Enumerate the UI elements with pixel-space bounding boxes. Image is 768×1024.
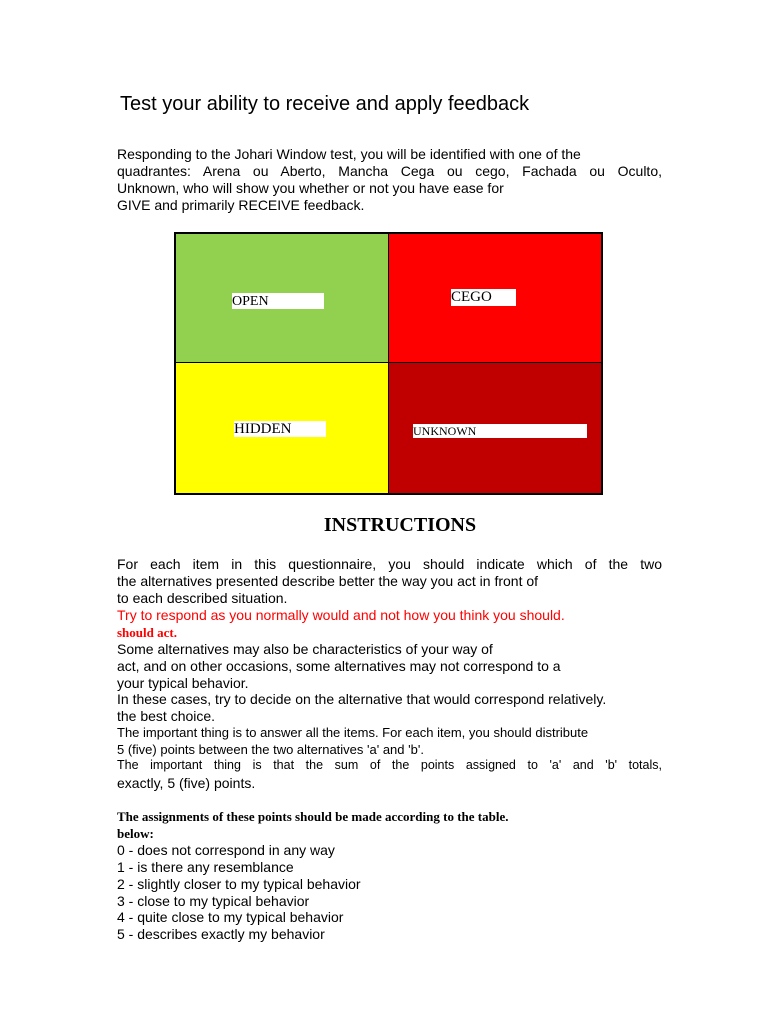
instruction-line: In these cases, try to decide on the alternative that would correspond relatively. <box>117 691 607 707</box>
table-intro-line: The assignments of these points should be made according to the table. <box>117 809 509 824</box>
quadrant-cego-label: CEGO <box>451 289 516 306</box>
intro-line: quadrantes: Arena ou Aberto, Mancha Cega ou cego, Fachada ou Oculto, <box>117 163 662 179</box>
quadrant-hidden <box>176 363 389 493</box>
quadrant-cego <box>389 234 601 363</box>
scale-item: 4 - quite close to my typical behavior <box>117 909 344 925</box>
instructions-heading: INSTRUCTIONS <box>323 514 477 536</box>
scale-item: 1 - is there any resemblance <box>117 859 294 875</box>
intro-line: GIVE and primarily RECEIVE feedback. <box>117 197 365 213</box>
scale-item: 0 - does not correspond in any way <box>117 842 335 858</box>
quadrant-hidden-label: HIDDEN <box>234 421 326 437</box>
instruction-line: the alternatives presented describe better the way you act in front of <box>117 573 539 589</box>
intro-line: Unknown, who will show you whether or not you have ease for <box>117 180 504 196</box>
instruction-line: Some alternatives may also be characteristics of your way of <box>117 641 493 657</box>
scale-item: 3 - close to my typical behavior <box>117 893 310 909</box>
quadrant-unknown-label: UNKNOWN <box>413 424 587 438</box>
page-title: Test your ability to receive and apply feedback <box>120 93 530 115</box>
instruction-line: to each described situation. <box>117 590 288 606</box>
instruction-line: The important thing is that the sum of the points assigned to 'a' and 'b' totals, <box>117 758 662 772</box>
instruction-line: The important thing is to answer all the items. For each item, you should distribute <box>117 725 589 740</box>
instruction-line: act, and on other occasions, some alternatives may not correspond to a <box>117 658 561 674</box>
scale-item: 2 - slightly closer to my typical behavior <box>117 876 361 892</box>
instruction-line: exactly, 5 (five) points. <box>117 775 256 791</box>
instruction-line: the best choice. <box>117 708 216 724</box>
quadrant-open <box>176 234 389 363</box>
quadrant-open-label: OPEN <box>232 293 324 309</box>
instruction-red-line: Try to respond as you normally would and not how you think you should. <box>117 607 565 623</box>
table-intro-line: below: <box>117 826 154 841</box>
intro-line: Responding to the Johari Window test, you will be identified with one of the <box>117 146 581 162</box>
instruction-line: your typical behavior. <box>117 675 249 691</box>
quadrant-unknown <box>389 363 601 493</box>
scale-item: 5 - describes exactly my behavior <box>117 926 325 942</box>
instruction-line: 5 (five) points between the two alternatives 'a' and 'b'. <box>117 742 424 757</box>
johari-window-diagram <box>174 232 603 495</box>
instruction-line: For each item in this questionnaire, you should indicate which of the two <box>117 556 662 572</box>
instruction-red-bold: should act. <box>117 625 177 640</box>
